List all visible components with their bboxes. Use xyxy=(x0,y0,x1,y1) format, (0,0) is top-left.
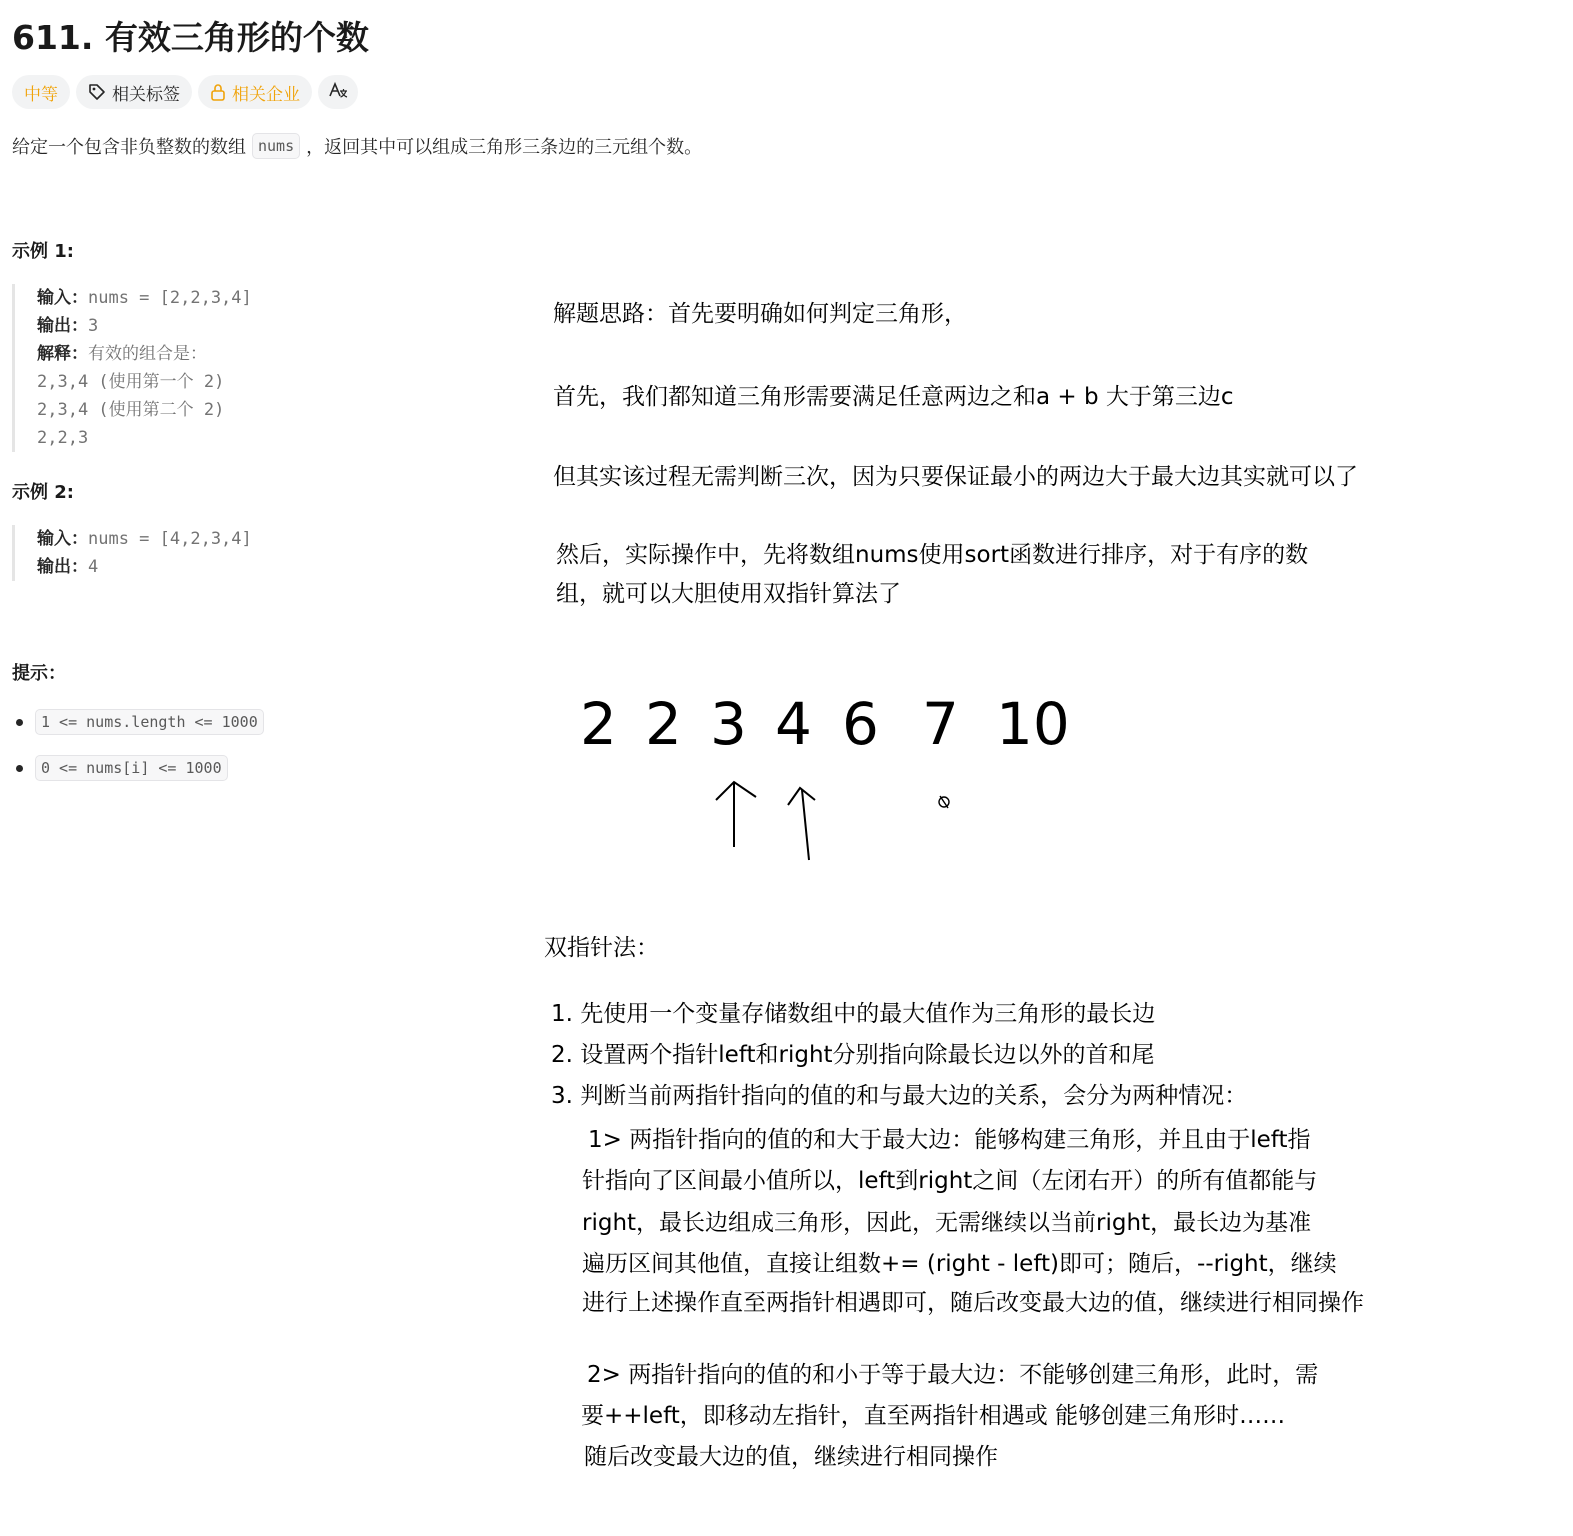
sketch-number: 10 xyxy=(996,690,1070,758)
case-1-line-1: 1> 两指针指向的值的和大于最大边：能够构建三角形，并且由于left指 xyxy=(588,1127,1311,1153)
related-tags-button[interactable] xyxy=(76,75,192,109)
pointer-arrows-sketch xyxy=(700,770,980,870)
step-3: 3. 判断当前两指针指向的值的和与最大边的关系，会分为两种情况： xyxy=(551,1083,1248,1109)
case-1-line-3: right，最长边组成三角形，因此，无需继续以当前right，最长边为基准 xyxy=(582,1210,1312,1236)
case-1-line-5: 进行上述操作直至两指针相遇即可，随后改变最大边的值，继续进行相同操作 xyxy=(582,1290,1364,1316)
input-value: nums = [4,2,3,4] xyxy=(88,529,252,549)
description-text: 给定一个包含非负整数的数组 xyxy=(12,137,246,158)
example-1-block xyxy=(12,284,252,452)
problem-description xyxy=(12,133,702,159)
case-1-line-2: 针指向了区间最小值所以，left到right之间（左闭右开）的所有值都能与 xyxy=(582,1168,1318,1194)
note-sort-line-2: 组，就可以大胆使用双指针算法了 xyxy=(556,581,901,607)
lock-icon xyxy=(210,83,226,101)
explain-line-1: 2,3,4 (使用第一个 2) xyxy=(37,372,225,392)
left-pointer-arrow xyxy=(716,782,756,847)
case-2-line-1: 2> 两指针指向的值的和小于等于最大边：不能够创建三角形，此时，需 xyxy=(587,1362,1319,1388)
input-label: 输入： xyxy=(37,529,88,549)
description-text-end: ，返回其中可以组成三角形三条边的三元组个数。 xyxy=(306,137,703,158)
difficulty-badge[interactable] xyxy=(12,75,70,109)
sketch-number: 4 xyxy=(775,690,812,758)
step-2: 2. 设置两个指针left和right分别指向除最长边以外的首和尾 xyxy=(551,1042,1155,1068)
sketch-number: 6 xyxy=(842,690,879,758)
right-pointer-arrow xyxy=(788,788,815,860)
explain-label: 解释： xyxy=(37,344,88,364)
hint-item xyxy=(12,706,264,738)
translate-icon xyxy=(328,81,348,104)
difficulty-label: 中等 xyxy=(24,84,58,105)
cursor-icon xyxy=(939,796,949,808)
sketch-number: 7 xyxy=(922,690,959,758)
hint-code: 1 <= nums.length <= 1000 xyxy=(35,709,264,735)
sketch-number: 2 xyxy=(580,690,617,758)
translate-button[interactable] xyxy=(318,75,358,109)
explain-line-2: 2,3,4 (使用第二个 2) xyxy=(37,400,225,420)
note-simplification: 但其实该过程无需判断三次，因为只要保证最小的两边大于最大边其实就可以了 xyxy=(553,464,1358,490)
related-tags-label: 相关标签 xyxy=(112,84,180,105)
note-triangle-rule: 首先，我们都知道三角形需要满足任意两边之和a + b 大于第三边c xyxy=(553,384,1234,410)
example-2-heading: 示例 2: xyxy=(12,482,74,503)
hints-list xyxy=(12,706,264,798)
note-sort-line-1: 然后，实际操作中，先将数组nums使用sort函数进行排序，对于有序的数 xyxy=(556,542,1309,568)
sketch-number: 3 xyxy=(710,690,747,758)
bullet-icon xyxy=(16,719,23,726)
tag-icon xyxy=(88,83,106,101)
input-label: 输入： xyxy=(37,288,88,308)
example-2-block xyxy=(12,525,252,581)
explain-value: 有效的组合是： xyxy=(88,344,207,364)
tag-row xyxy=(12,75,358,109)
output-value: 4 xyxy=(88,557,99,577)
output-value: 3 xyxy=(88,316,99,336)
bullet-icon xyxy=(16,765,23,772)
example-1-heading: 示例 1: xyxy=(12,241,74,262)
hints-heading: 提示： xyxy=(12,663,66,684)
two-pointer-heading: 双指针法： xyxy=(544,935,659,961)
problem-title: 611. 有效三角形的个数 xyxy=(12,18,369,57)
related-companies-button[interactable] xyxy=(198,75,312,109)
case-1-line-4: 遍历区间其他值，直接让组数+= (right - left)即可；随后，--right，继续 xyxy=(582,1251,1337,1277)
step-1: 1. 先使用一个变量存储数组中的最大值作为三角形的最长边 xyxy=(551,1001,1156,1027)
output-label: 输出： xyxy=(37,316,88,336)
sketch-number: 2 xyxy=(645,690,682,758)
input-value: nums = [2,2,3,4] xyxy=(88,288,252,308)
case-2-line-2: 要++left，即移动左指针，直至两指针相遇或 能够创建三角形时…… xyxy=(581,1403,1286,1429)
note-thinking: 解题思路：首先要明确如何判定三角形， xyxy=(553,301,967,327)
hint-code: 0 <= nums[i] <= 1000 xyxy=(35,755,228,781)
hint-item xyxy=(12,752,264,784)
case-2-line-3: 随后改变最大边的值，继续进行相同操作 xyxy=(584,1444,998,1470)
related-companies-label: 相关企业 xyxy=(232,84,300,105)
output-label: 输出： xyxy=(37,557,88,577)
explain-line-3: 2,2,3 xyxy=(37,428,89,448)
inline-code-nums: nums xyxy=(252,133,300,159)
